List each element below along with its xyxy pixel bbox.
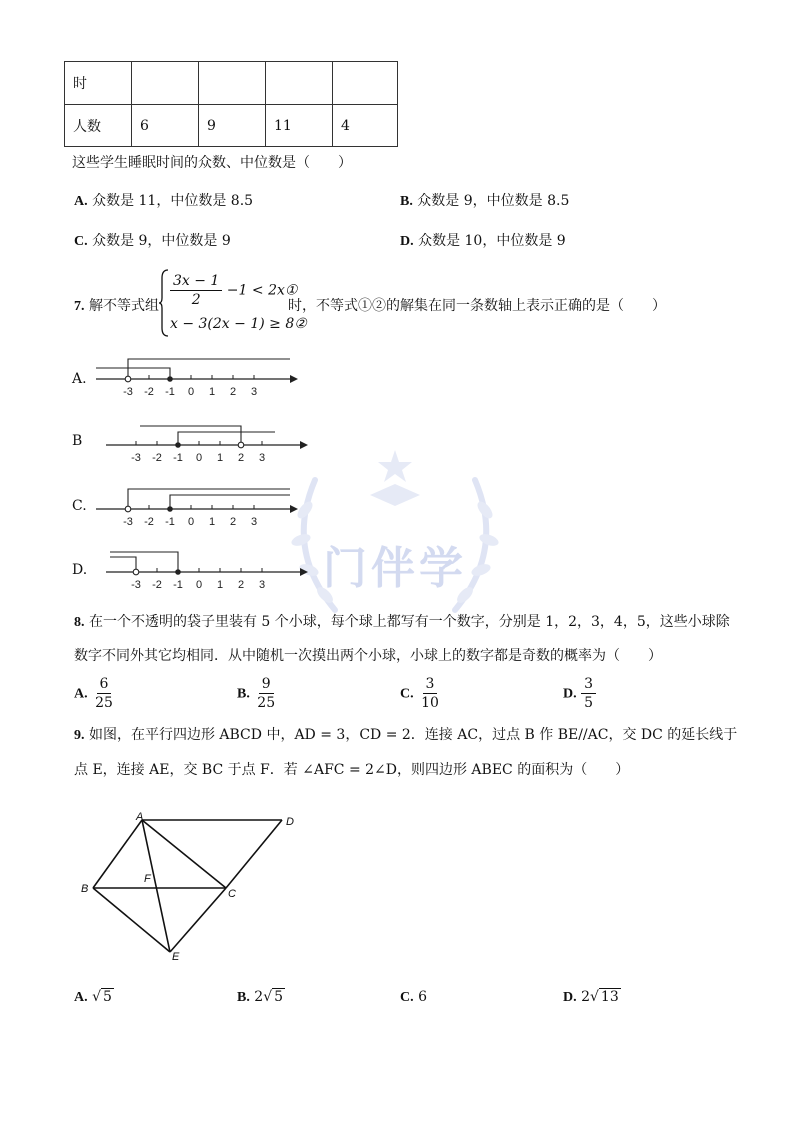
q9-option-c: C. 6 xyxy=(400,989,427,1005)
tick-label: -2 xyxy=(144,386,154,398)
q7-tail: 时，不等式①②的解集在同一条数轴上表示正确的是（ ） xyxy=(288,298,666,314)
q9-option-a: A. √ 5 xyxy=(74,989,112,1005)
tick-label: -3 xyxy=(123,386,133,398)
tick-label: 3 xyxy=(258,452,266,464)
table-row2-label: 人数 xyxy=(65,105,132,147)
q8-option-d: D. $\frac{3}{5}$ xyxy=(563,675,596,712)
table-count: 11 xyxy=(266,105,333,147)
tick-label: -2 xyxy=(152,579,162,591)
q7-lead: 7. 解不等式组 xyxy=(74,298,159,314)
tick-label: -1 xyxy=(173,579,183,591)
q8-option-c: C. $\frac{3}{10}$ xyxy=(400,676,439,711)
point-label-b: B xyxy=(81,883,89,895)
tick-label: 3 xyxy=(258,579,266,591)
q7-numberline-d xyxy=(100,545,310,593)
tick-label: 1 xyxy=(216,579,224,591)
q8-line2: 数字不同外其它均相同．从中随机一次摸出两个小球，小球上的数字都是奇数的概率为（ ） xyxy=(74,648,662,664)
tick-label: -2 xyxy=(144,516,154,528)
tick-label: 0 xyxy=(195,579,203,591)
q7-numberline-b xyxy=(100,418,310,466)
q6-option-a: A. 众数是 11，中位数是 8.5 xyxy=(74,193,254,209)
tick-label: 3 xyxy=(250,516,258,528)
q7-option-b-label: B xyxy=(72,433,83,449)
q9-line1: 9. 如图，在平行四边形 ABCD 中，AD = 3，CD = 2．连接 AC，过点 B 作 BE//AC，交 DC 的延长线于 xyxy=(74,727,738,743)
tick-label: -3 xyxy=(123,516,133,528)
tick-label: -3 xyxy=(131,579,141,591)
watermark-text: 门伴学 xyxy=(323,543,467,594)
tick-label: 0 xyxy=(195,452,203,464)
tick-label: 1 xyxy=(208,386,216,398)
q8-option-b: B. $\frac{9}{25}$ xyxy=(237,676,276,711)
q7-option-a-label: A. xyxy=(72,371,87,387)
sleep-table xyxy=(64,61,398,147)
tick-label: 2 xyxy=(237,452,245,464)
tick-label: 1 xyxy=(216,452,224,464)
tick-label: -2 xyxy=(152,452,162,464)
tick-label: 0 xyxy=(187,386,195,398)
tick-label: -1 xyxy=(165,386,175,398)
table-row1-label: 时 xyxy=(65,62,132,105)
point-label-a: A xyxy=(136,811,144,823)
tick-label: 2 xyxy=(229,516,237,528)
q9-parallelogram-figure xyxy=(76,808,306,968)
tick-label: -1 xyxy=(165,516,175,528)
q9-option-d: D. 2√ 13 xyxy=(563,989,619,1005)
tick-label: -1 xyxy=(173,452,183,464)
tick-label: 0 xyxy=(187,516,195,528)
table-count: 4 xyxy=(333,105,398,147)
q7-numberline-c xyxy=(90,482,300,530)
table-count: 6 xyxy=(132,105,199,147)
watermark xyxy=(275,440,515,640)
q9-line2: 点 E，连接 AE，交 BC 于点 F．若 ∠AFC = 2∠D，则四边形 ABEC 的面积为（ ） xyxy=(74,762,630,778)
q6-stem: 这些学生睡眠时间的众数、中位数是（ ） xyxy=(72,155,352,171)
tick-label: -3 xyxy=(131,452,141,464)
q8-line1: 8. 在一个不透明的袋子里装有 5 个小球，每个球上都写有一个数字，分别是 1，2，3，4，5，这些小球除 xyxy=(74,614,730,630)
q7-inequality-2: x − 3(2x − 1) ≥ 8② xyxy=(170,316,307,332)
q8-option-a: A. $\frac{6}{25}$ xyxy=(74,676,113,711)
q7-numberline-a xyxy=(90,352,300,400)
point-label-d: D xyxy=(286,816,294,828)
point-label-c: C xyxy=(228,888,236,900)
q6-option-c: C. 众数是 9，中位数是 9 xyxy=(74,233,231,249)
table-count: 9 xyxy=(199,105,266,147)
q6-option-d: D. 众数是 10，中位数是 9 xyxy=(400,233,566,249)
point-label-f: F xyxy=(144,873,151,885)
q7-option-c-label: C. xyxy=(72,498,87,514)
q9-option-b: B. 2√ 5 xyxy=(237,989,284,1005)
tick-label: 3 xyxy=(250,386,258,398)
q7-option-d-label: D. xyxy=(72,562,88,578)
tick-label: 1 xyxy=(208,516,216,528)
tick-label: 2 xyxy=(237,579,245,591)
tick-label: 2 xyxy=(229,386,237,398)
q7-inequality-1: $\frac{3x - 1}{2}$ −1 < 2x① xyxy=(170,272,297,309)
q7-brace xyxy=(158,268,168,338)
point-label-e: E xyxy=(172,951,180,963)
q6-option-b: B. 众数是 9，中位数是 8.5 xyxy=(400,193,570,209)
